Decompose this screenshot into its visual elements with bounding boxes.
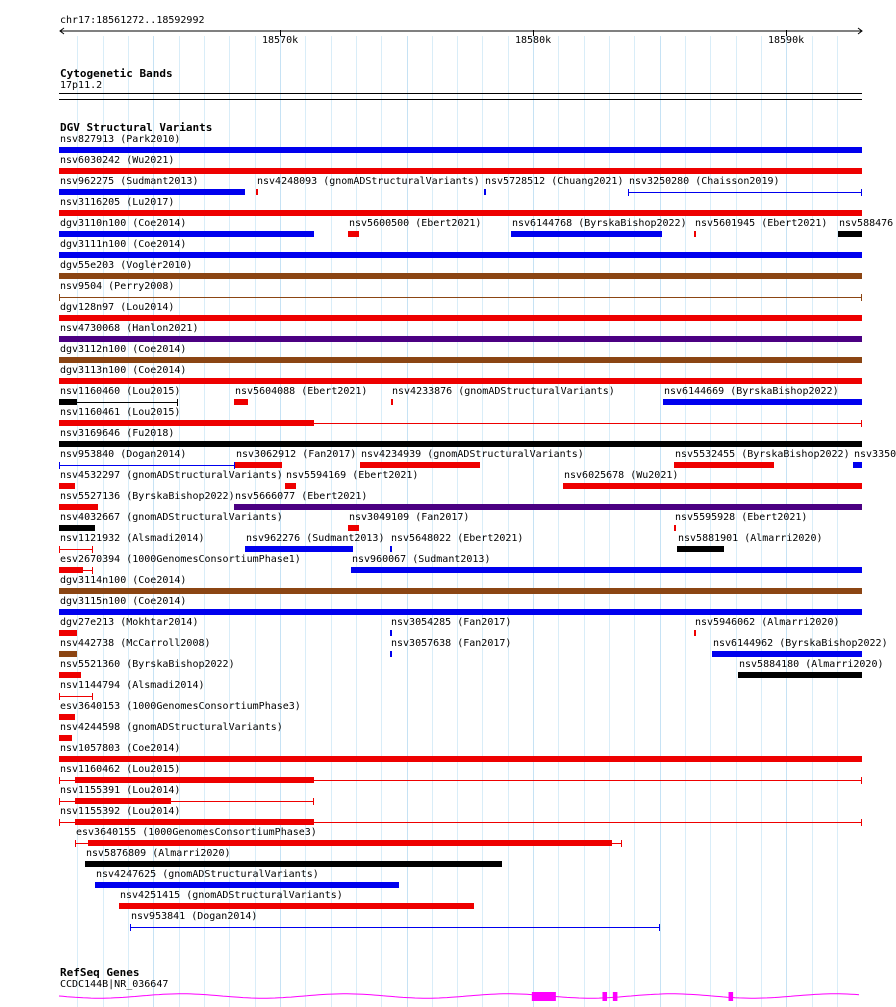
cytoband-track-title[interactable]: Cytogenetic Bands xyxy=(60,67,173,80)
variant-bar[interactable] xyxy=(59,231,314,237)
variant-bar-cap xyxy=(59,546,60,553)
variant-bar[interactable] xyxy=(391,399,393,405)
variant-bar-core xyxy=(59,420,314,426)
variant-label[interactable]: dgv3111n100 (Coe2014) xyxy=(60,239,187,250)
variant-label[interactable]: dgv27e213 (Mokhtar2014) xyxy=(60,617,199,628)
variant-label[interactable]: nsv1160462 (Lou2015) xyxy=(60,764,181,775)
variant-label[interactable]: nsv5728512 (Chuang2021) xyxy=(485,176,624,187)
variant-label[interactable]: dgv55e203 (Vogler2010) xyxy=(60,260,193,271)
variant-bar[interactable] xyxy=(59,549,93,550)
variant-bar[interactable] xyxy=(245,546,353,552)
variant-label[interactable]: nsv3250280 (Chaisson2019) xyxy=(629,176,780,187)
variant-label[interactable]: nsv4248093 (gnomADStructuralVariants) xyxy=(257,176,480,187)
variant-bar[interactable] xyxy=(59,315,862,321)
variant-bar-cap xyxy=(130,924,131,931)
variant-bar[interactable] xyxy=(59,504,98,510)
variant-bar[interactable] xyxy=(59,696,93,697)
ruler-line xyxy=(56,27,866,35)
refseq-gene-model[interactable] xyxy=(0,987,890,1007)
variant-bar[interactable] xyxy=(360,462,480,468)
variant-bar-cap xyxy=(861,420,862,427)
variant-bar[interactable] xyxy=(59,189,245,195)
variant-label[interactable]: nsv6144962 (ByrskaBishop2022) xyxy=(713,638,888,649)
variant-label[interactable]: dgv3110n100 (Coe2014) xyxy=(60,218,187,229)
variant-bar-cap xyxy=(861,189,862,196)
variant-bar[interactable] xyxy=(234,399,248,405)
variant-bar-core xyxy=(88,840,612,846)
variant-label[interactable]: nsv6144669 (ByrskaBishop2022) xyxy=(664,386,839,397)
variant-label[interactable]: nsv5946062 (Almarri2020) xyxy=(695,617,840,628)
refseq-track-title[interactable]: RefSeq Genes xyxy=(60,966,140,979)
variant-label[interactable]: nsv5532455 (ByrskaBishop2022) xyxy=(675,449,850,460)
refseq-gene-label[interactable]: CCDC144B|NR_036647 xyxy=(60,979,169,990)
variant-label[interactable]: nsv1155391 (Lou2014) xyxy=(60,785,181,796)
variant-bar-cap xyxy=(861,777,862,784)
variant-label[interactable]: nsv1160461 (Lou2015) xyxy=(60,407,181,418)
variant-bar[interactable] xyxy=(285,483,296,489)
variant-label[interactable]: nsv5881901 (Almarri2020) xyxy=(678,533,823,544)
variant-label[interactable]: nsv827913 (Park2010) xyxy=(60,134,181,145)
variant-label[interactable]: nsv3049109 (Fan2017) xyxy=(349,512,470,523)
variant-bar-cap xyxy=(861,294,862,301)
variant-label[interactable]: nsv962276 (Sudmant2013) xyxy=(246,533,385,544)
variant-bar[interactable] xyxy=(348,231,359,237)
variant-bar-core xyxy=(75,777,314,783)
variant-label[interactable]: nsv442738 (McCarroll2008) xyxy=(60,638,211,649)
cytoband-label: 17p11.2 xyxy=(60,80,103,91)
variant-label[interactable]: esv2670394 (1000GenomesConsortiumPhase1) xyxy=(60,554,301,565)
variant-bar-cap xyxy=(75,840,76,847)
variant-bar[interactable] xyxy=(59,651,77,657)
variant-bar[interactable] xyxy=(853,462,862,468)
variant-bar[interactable] xyxy=(59,297,862,298)
variant-bar-cap xyxy=(59,798,60,805)
variant-label[interactable]: nsv5648022 (Ebert2021) xyxy=(391,533,524,544)
variant-bar[interactable] xyxy=(59,168,862,174)
variant-bar[interactable] xyxy=(59,465,235,466)
variant-bar[interactable] xyxy=(119,903,474,909)
variant-bar[interactable] xyxy=(235,462,283,468)
variant-bar[interactable] xyxy=(59,357,862,363)
variant-bar[interactable] xyxy=(95,882,399,888)
variant-bar[interactable] xyxy=(694,630,696,636)
variant-label[interactable]: nsv6144768 (ByrskaBishop2022) xyxy=(512,218,687,229)
variant-bar[interactable] xyxy=(677,546,724,552)
variant-bar-cap xyxy=(861,819,862,826)
variant-bar[interactable] xyxy=(59,273,862,279)
variant-bar[interactable] xyxy=(59,483,75,489)
variant-label[interactable]: nsv953840 (Dogan2014) xyxy=(60,449,187,460)
variant-bar[interactable] xyxy=(59,525,95,531)
ruler-tick-label: 18570k xyxy=(262,35,299,46)
cytoband-outline-top xyxy=(59,93,862,94)
variant-bar[interactable] xyxy=(59,609,862,615)
variant-label[interactable]: nsv960067 (Sudmant2013) xyxy=(352,554,491,565)
variant-label[interactable]: dgv128n97 (Lou2014) xyxy=(60,302,175,313)
variant-bar[interactable] xyxy=(663,399,862,405)
variant-label[interactable]: nsv4247625 (gnomADStructuralVariants) xyxy=(96,869,319,880)
variant-bar-cap xyxy=(59,294,60,301)
variant-bar[interactable] xyxy=(59,210,862,216)
variant-bar-core xyxy=(59,714,75,720)
cytoband-outline-bottom xyxy=(59,99,862,100)
variant-label[interactable]: nsv5884180 (Almarri2020) xyxy=(739,659,884,670)
variant-bar[interactable] xyxy=(674,525,676,531)
variant-label[interactable]: nsv5601945 (Ebert2021) xyxy=(695,218,828,229)
gene-exon xyxy=(532,992,556,1001)
variant-label[interactable]: nsv4532297 (gnomADStructuralVariants) xyxy=(60,470,283,481)
variant-label[interactable]: nsv6030242 (Wu2021) xyxy=(60,155,175,166)
variant-bar-cap xyxy=(177,399,178,406)
variant-label[interactable]: nsv1057803 (Coe2014) xyxy=(60,743,181,754)
variant-bar-cap xyxy=(59,819,60,826)
variant-label[interactable]: nsv1160460 (Lou2015) xyxy=(60,386,181,397)
variant-bar[interactable] xyxy=(390,630,392,636)
variant-bar[interactable] xyxy=(130,927,660,928)
variant-bar[interactable] xyxy=(59,441,862,447)
variant-label[interactable]: nsv4032667 (gnomADStructuralVariants) xyxy=(60,512,283,523)
variant-bar[interactable] xyxy=(59,588,862,594)
variant-label[interactable]: nsv3350 xyxy=(854,449,896,460)
variant-label[interactable]: nsv5527136 (ByrskaBishop2022) xyxy=(60,491,235,502)
variant-bar-cap xyxy=(621,840,622,847)
ruler-tick-label: 18580k xyxy=(515,35,552,46)
variant-bar[interactable] xyxy=(85,861,502,867)
variant-bar[interactable] xyxy=(59,735,72,741)
dgv-track-title[interactable]: DGV Structural Variants xyxy=(60,121,213,134)
variant-bar[interactable] xyxy=(484,189,487,195)
variant-label[interactable]: dgv3113n100 (Coe2014) xyxy=(60,365,187,376)
variant-label[interactable]: nsv4233876 (gnomADStructuralVariants) xyxy=(392,386,615,397)
variant-label[interactable]: dgv3114n100 (Coe2014) xyxy=(60,575,187,586)
locus-label: chr17:18561272..18592992 xyxy=(60,15,205,26)
variant-label[interactable]: nsv953841 (Dogan2014) xyxy=(131,911,258,922)
variant-bar-core xyxy=(59,567,83,573)
variant-bar[interactable] xyxy=(390,651,392,657)
variant-label[interactable]: nsv5876809 (Almarri2020) xyxy=(86,848,231,859)
variant-bar[interactable] xyxy=(563,483,862,489)
variant-label[interactable]: nsv1121932 (Alsmadi2014) xyxy=(60,533,205,544)
variant-label[interactable]: nsv5594169 (Ebert2021) xyxy=(286,470,419,481)
variant-bar[interactable] xyxy=(712,651,862,657)
ruler-tick-label: 18590k xyxy=(768,35,805,46)
variant-bar-cap xyxy=(92,567,93,574)
variant-bar[interactable] xyxy=(59,672,81,678)
variant-bar[interactable] xyxy=(59,147,862,153)
variant-bar[interactable] xyxy=(738,672,862,678)
variant-label[interactable]: nsv9504 (Perry2008) xyxy=(60,281,175,292)
variant-bar[interactable] xyxy=(256,189,259,195)
gene-exon xyxy=(729,992,734,1001)
variant-bar[interactable] xyxy=(59,336,862,342)
variant-label[interactable]: nsv962275 (Sudmant2013) xyxy=(60,176,199,187)
variant-label[interactable]: nsv588476 xyxy=(839,218,894,229)
variant-label[interactable]: nsv3062912 (Fan2017) xyxy=(236,449,357,460)
variant-bar-cap xyxy=(59,462,60,469)
variant-bar-core xyxy=(75,819,314,825)
variant-bar-core xyxy=(59,399,77,405)
variant-label[interactable]: nsv5595928 (Ebert2021) xyxy=(675,512,808,523)
variant-bar[interactable] xyxy=(59,378,862,384)
variant-bar[interactable] xyxy=(59,630,77,636)
variant-label[interactable]: nsv1144794 (Alsmadi2014) xyxy=(60,680,205,691)
variant-label[interactable]: nsv5666077 (Ebert2021) xyxy=(235,491,368,502)
variant-label[interactable]: nsv1155392 (Lou2014) xyxy=(60,806,181,817)
variant-bar[interactable] xyxy=(348,525,359,531)
variant-bar-cap xyxy=(628,189,629,196)
variant-label[interactable]: nsv3169646 (Fu2018) xyxy=(60,428,175,439)
variant-label[interactable]: nsv4251415 (gnomADStructuralVariants) xyxy=(120,890,343,901)
variant-label[interactable]: dgv3112n100 (Coe2014) xyxy=(60,344,187,355)
variant-label[interactable]: esv3640155 (1000GenomesConsortiumPhase3) xyxy=(76,827,317,838)
variant-bar-cap xyxy=(59,777,60,784)
variant-bar-core xyxy=(75,798,171,804)
gene-exon xyxy=(613,992,618,1001)
variant-label[interactable]: nsv4234939 (gnomADStructuralVariants) xyxy=(361,449,584,460)
variant-label[interactable]: nsv3116205 (Lu2017) xyxy=(60,197,175,208)
variant-bar[interactable] xyxy=(390,546,392,552)
variant-bar[interactable] xyxy=(674,462,774,468)
variant-label[interactable]: nsv6025678 (Wu2021) xyxy=(564,470,679,481)
variant-label[interactable]: nsv3057638 (Fan2017) xyxy=(391,638,512,649)
variant-bar[interactable] xyxy=(351,567,862,573)
variant-label[interactable]: nsv5604088 (Ebert2021) xyxy=(235,386,368,397)
variant-bar-cap xyxy=(92,693,93,700)
gene-exon xyxy=(602,992,607,1001)
variant-label[interactable]: nsv3054285 (Fan2017) xyxy=(391,617,512,628)
variant-bar-cap xyxy=(92,546,93,553)
variant-bar-cap xyxy=(313,798,314,805)
gene-intron-line xyxy=(59,994,859,998)
variant-bar-cap xyxy=(59,693,60,700)
variant-label[interactable]: nsv4244598 (gnomADStructuralVariants) xyxy=(60,722,283,733)
variant-bar[interactable] xyxy=(628,192,862,193)
variant-bar-cap xyxy=(659,924,660,931)
variant-bar[interactable] xyxy=(234,504,862,510)
variant-bar[interactable] xyxy=(838,231,862,237)
variant-bar[interactable] xyxy=(59,252,862,258)
variant-label[interactable]: nsv5521360 (ByrskaBishop2022) xyxy=(60,659,235,670)
variant-label[interactable]: nsv5600500 (Ebert2021) xyxy=(349,218,482,229)
variant-bar[interactable] xyxy=(511,231,663,237)
variant-label[interactable]: dgv3115n100 (Coe2014) xyxy=(60,596,187,607)
variant-bar[interactable] xyxy=(59,756,862,762)
variant-label[interactable]: nsv4730068 (Hanlon2021) xyxy=(60,323,199,334)
variant-bar[interactable] xyxy=(694,231,696,237)
variant-label[interactable]: esv3640153 (1000GenomesConsortiumPhase3) xyxy=(60,701,301,712)
